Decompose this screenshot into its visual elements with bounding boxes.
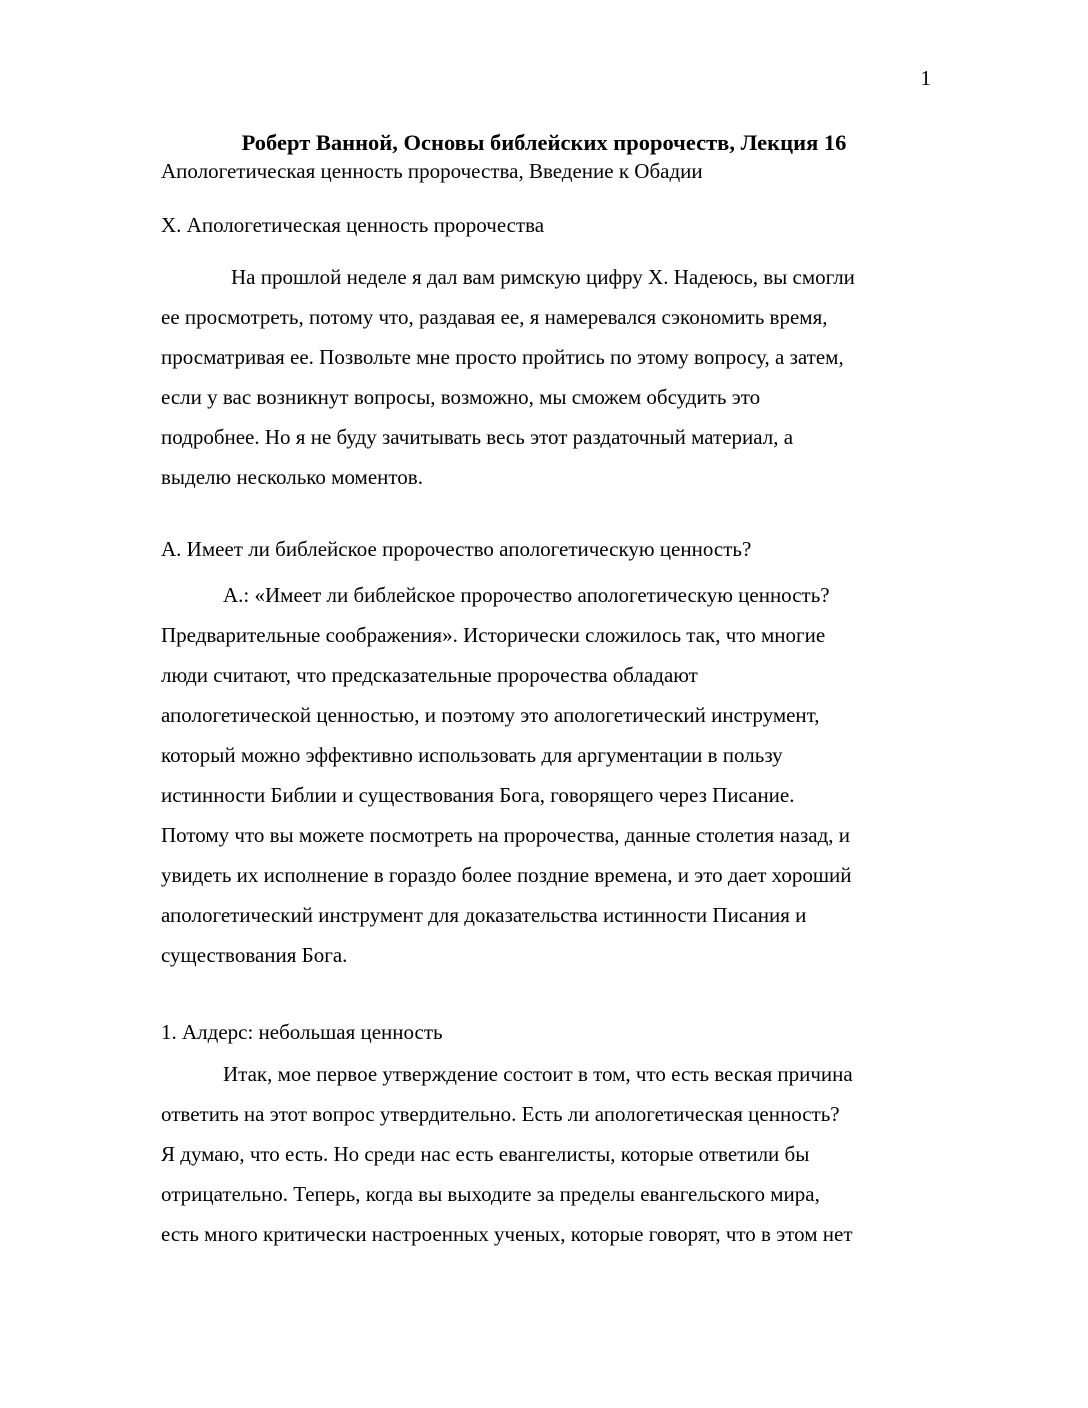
paragraph-line: Итак, мое первое утверждение состоит в том, что есть веская причина (223, 1062, 853, 1086)
paragraph-line: ответить на этот вопрос утвердительно. Есть ли апологетическая ценность? (161, 1102, 840, 1126)
lecture-subtitle: Апологетическая ценность пророчества, Введение к Обадии (161, 159, 703, 183)
paragraph-line: увидеть их исполнение в гораздо более поздние времена, и это дает хороший (161, 863, 852, 887)
page-number: 1 (920, 66, 931, 90)
paragraph-line: подробнее. Но я не буду зачитывать весь этот раздаточный материал, а (161, 425, 794, 449)
paragraph-line: просматривая ее. Позвольте мне просто пройтись по этому вопросу, а затем, (161, 345, 844, 369)
paragraph-line: A.: «Имеет ли библейское пророчество апологетическую ценность? (223, 583, 830, 607)
paragraph-line: Я думаю, что есть. Но среди нас есть евангелисты, которые ответили бы (161, 1142, 810, 1166)
paragraph-line: если у вас возникнут вопросы, возможно, мы сможем обсудить это (161, 385, 761, 409)
paragraph-line: истинности Библии и существования Бога, говорящего через Писание. (161, 783, 795, 807)
paragraph-line: Предварительные соображения». Исторически сложилось так, что многие (161, 623, 826, 647)
paragraph-line: есть много критически настроенных ученых, которые говорят, что в этом нет (161, 1222, 853, 1246)
section-x-heading: X. Апологетическая ценность пророчества (161, 213, 545, 237)
paragraph-line: который можно эффективно использовать для аргументации в пользу (161, 743, 783, 767)
section-a-heading: A. Имеет ли библейское пророчество апологетическую ценность? (161, 537, 752, 561)
paragraph-line: люди считают, что предсказательные пророчества обладают (161, 663, 698, 687)
section-a-paragraph (161, 575, 936, 975)
paragraph-line: На прошлой неделе я дал вам римскую цифру X. Надеюсь, вы смогли (231, 265, 855, 289)
section-1-paragraph (161, 1054, 936, 1254)
paragraph-line: апологетический инструмент для доказательства истинности Писания и (161, 903, 807, 927)
section-x-paragraph (161, 257, 936, 497)
lecture-title: Роберт Ванной, Основы библейских пророчеств, Лекция 16 (241, 130, 847, 155)
paragraph-line: ее просмотреть, потому что, раздавая ее, я намеревался сэкономить время, (161, 305, 828, 329)
paragraph-line: существования Бога. (161, 943, 348, 967)
paragraph-line: Потому что вы можете посмотреть на пророчества, данные столетия назад, и (161, 823, 851, 847)
paragraph-line: выделю несколько моментов. (161, 465, 423, 489)
paragraph-line: апологетической ценностью, и поэтому это апологетический инструмент, (161, 703, 820, 727)
section-1-heading: 1. Алдерс: небольшая ценность (161, 1020, 443, 1044)
paragraph-line: отрицательно. Теперь, когда вы выходите за пределы евангельского мира, (161, 1182, 820, 1206)
